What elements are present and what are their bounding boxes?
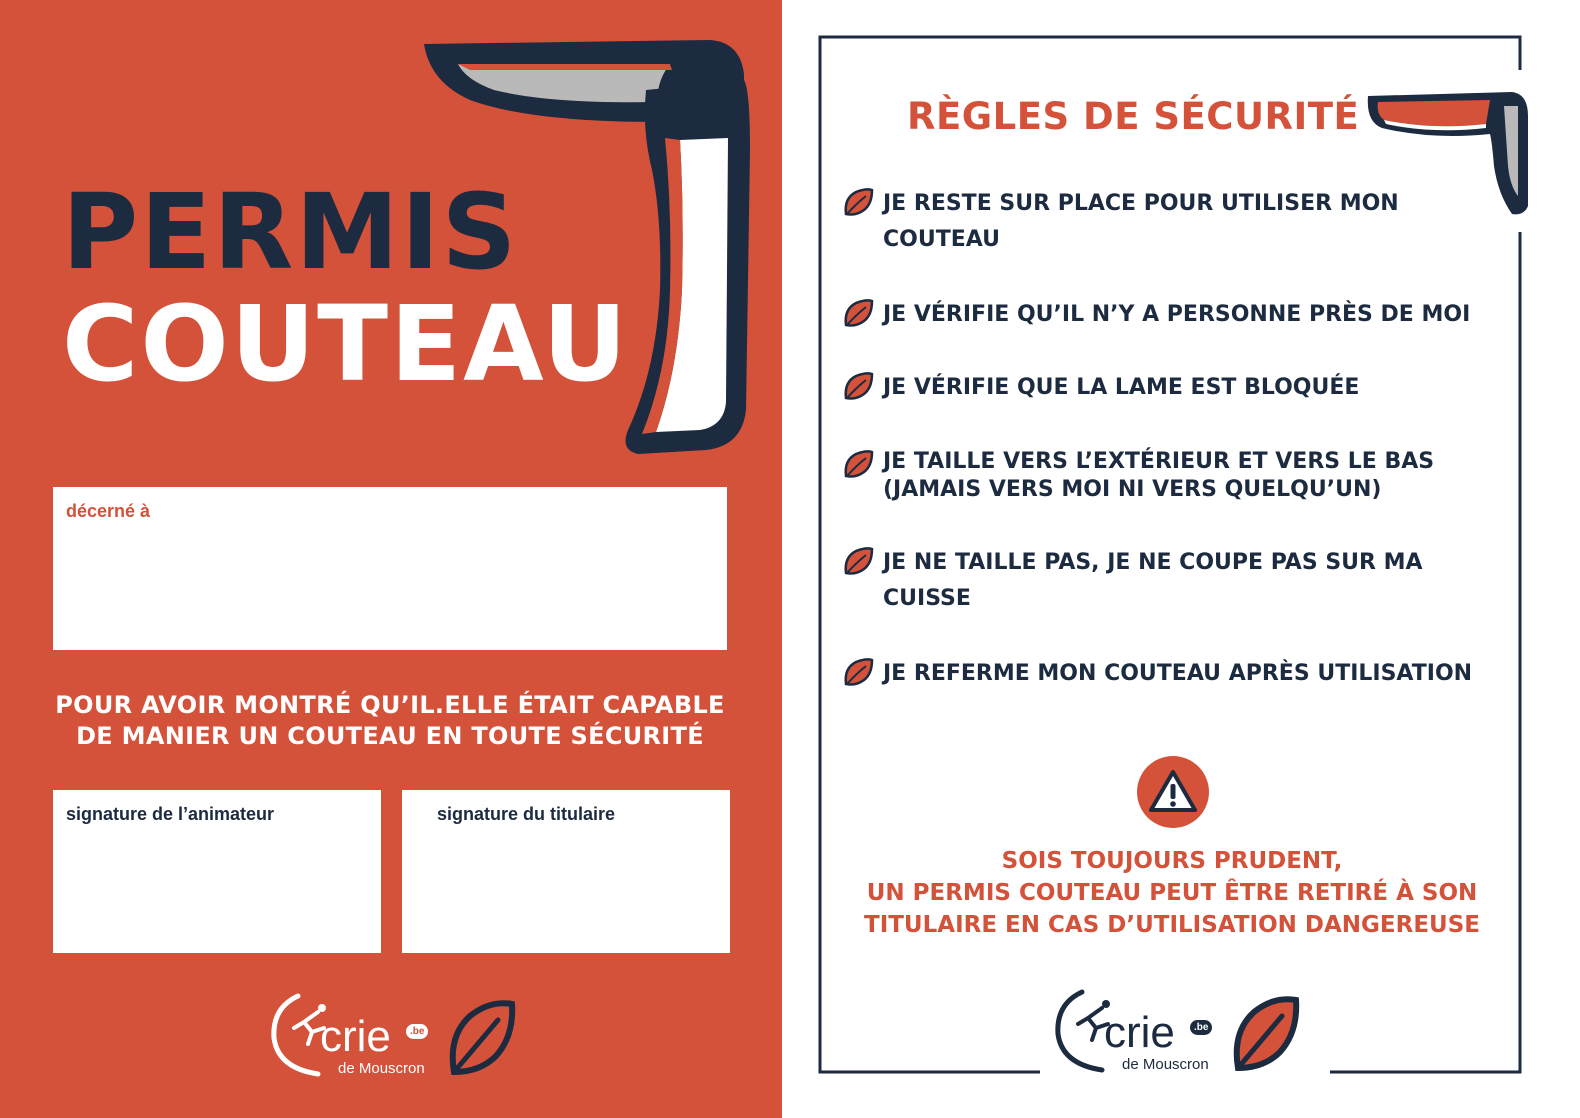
warning-line-1: SOIS TOUJOURS PRUDENT, xyxy=(1001,848,1343,874)
rule-line-1: JE VÉRIFIE QU’IL N’Y A PERSONNE PRÈS DE MOI xyxy=(883,302,1471,327)
rule-text xyxy=(883,448,1483,504)
rule-line-1: JE TAILLE VERS L’EXTÉRIEUR ET VERS LE BAS xyxy=(883,449,1435,474)
statement-line-2: DE MANIER UN COUTEAU EN TOUTE SÉCURITÉ xyxy=(76,722,704,750)
rules-title: RÈGLES DE SÉCURITÉ xyxy=(907,95,1360,138)
awarded-to-label: décerné à xyxy=(66,501,151,521)
warning-text xyxy=(842,845,1502,941)
rule-text xyxy=(883,186,1483,258)
rule-text xyxy=(883,656,1483,692)
leaf-bullet-icon xyxy=(842,297,874,329)
warning-line-2: UN PERMIS COUTEAU PEUT ÊTRE RETIRÉ À SON xyxy=(866,880,1478,906)
title-couteau: COUTEAU xyxy=(62,283,629,405)
leaf-bullet-icon xyxy=(842,545,874,577)
leaf-logo-icon xyxy=(1230,992,1300,1072)
holder-signature-label: signature du titulaire xyxy=(437,804,616,824)
rule-text xyxy=(883,545,1483,617)
rule-text xyxy=(883,370,1483,406)
statement-line-1: POUR AVOIR MONTRÉ QU’IL.ELLE ÉTAIT CAPABLE xyxy=(55,691,725,719)
crie-logo-text: crie xyxy=(320,1012,391,1061)
leaf-bullet-icon xyxy=(842,448,874,480)
warning-line-3: TITULAIRE EN CAS D’UTILISATION DANGEREUSE xyxy=(864,912,1480,938)
title-permis: PERMIS xyxy=(62,171,519,293)
rule-line-1: JE VÉRIFIE QUE LA LAME EST BLOQUÉE xyxy=(883,375,1360,400)
rule-line-1: JE NE TAILLE PAS, JE NE COUPE PAS SUR MA xyxy=(883,550,1423,575)
rule-line-1: JE REFERME MON COUTEAU APRÈS UTILISATION xyxy=(883,661,1473,686)
warning-badge xyxy=(1137,756,1209,828)
rule-text xyxy=(883,297,1483,333)
rule-line-2: COUTEAU xyxy=(883,227,1000,252)
crie-logo-badge: .be xyxy=(1190,1020,1212,1035)
crie-logo-text: crie xyxy=(1104,1008,1175,1057)
rule-line-2: (JAMAIS VERS MOI NI VERS QUELQU’UN) xyxy=(883,477,1382,502)
rule-line-1: JE RESTE SUR PLACE POUR UTILISER MON xyxy=(883,191,1399,216)
leaf-bullet-icon xyxy=(842,656,874,688)
rule-line-2: CUISSE xyxy=(883,586,971,611)
leaf-bullet-icon xyxy=(842,186,874,218)
animator-signature-label: signature de l’animateur xyxy=(66,804,275,824)
crie-logo-subtitle: de Mouscron xyxy=(1122,1056,1209,1073)
crie-logo-subtitle: de Mouscron xyxy=(338,1060,425,1077)
warning-triangle-icon xyxy=(1137,756,1209,828)
leaf-bullet-icon xyxy=(842,370,874,402)
crie-logo-badge: .be xyxy=(406,1024,428,1039)
